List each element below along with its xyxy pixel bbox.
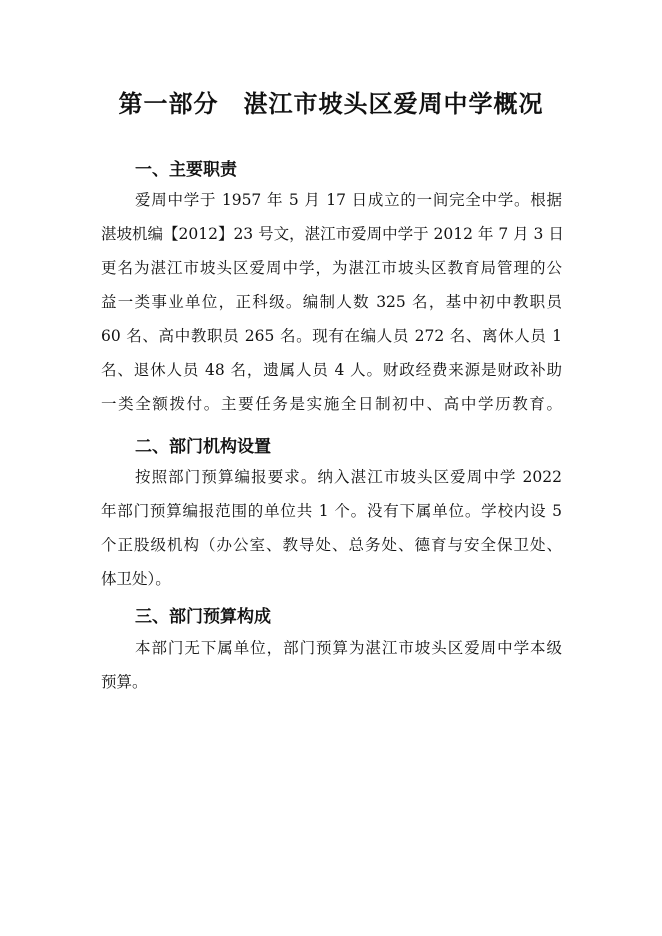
paragraph-line: 益一类事业单位，正科级。编制人数 325 名，基中初中教职员 (101, 293, 562, 311)
paragraph-line: 年部门预算编报范围的单位共 1 个。没有下属单位。学校内设 5 (101, 502, 562, 520)
page-title: 第一部分 湛江市坡头区爱周中学概况 (118, 90, 544, 118)
paragraph-line: 体卫处）。 (101, 570, 171, 588)
section-heading-budget-composition: 三、部门预算构成 (135, 607, 271, 627)
paragraph-line: 按照部门预算编报要求。纳入湛江市坡头区爱周中学 2022 (135, 468, 562, 486)
paragraph-line: 湛坡机编【2012】23 号文，湛江市爱周中学于 2012 年 7 月 3 日 (101, 225, 564, 243)
paragraph-line: 更名为湛江市坡头区爱周中学，为湛江市坡头区教育局管理的公 (101, 259, 562, 277)
paragraph-line: 爱周中学于 1957 年 5 月 17 日成立的一间完全中学。根据 (135, 191, 562, 209)
section-heading-organization: 二、部门机构设置 (135, 437, 271, 457)
paragraph-line: 预算。 (101, 673, 148, 691)
paragraph-line: 本部门无下属单位，部门预算为湛江市坡头区爱周中学本级 (135, 639, 562, 657)
section-heading-main-duties: 一、主要职责 (135, 160, 237, 180)
paragraph-line: 60 名、高中教职员 265 名。现有在编人员 272 名、离休人员 1 (101, 327, 562, 345)
paragraph-line: 个正股级机构（办公室、教导处、总务处、德育与安全保卫处、 (101, 536, 562, 554)
paragraph-line: 名、退休人员 48 名，遗属人员 4 人。财政经费来源是财政补助 (101, 361, 562, 379)
paragraph-line: 一类全额拨付。主要任务是实施全日制初中、高中学历教育。 (101, 395, 562, 413)
